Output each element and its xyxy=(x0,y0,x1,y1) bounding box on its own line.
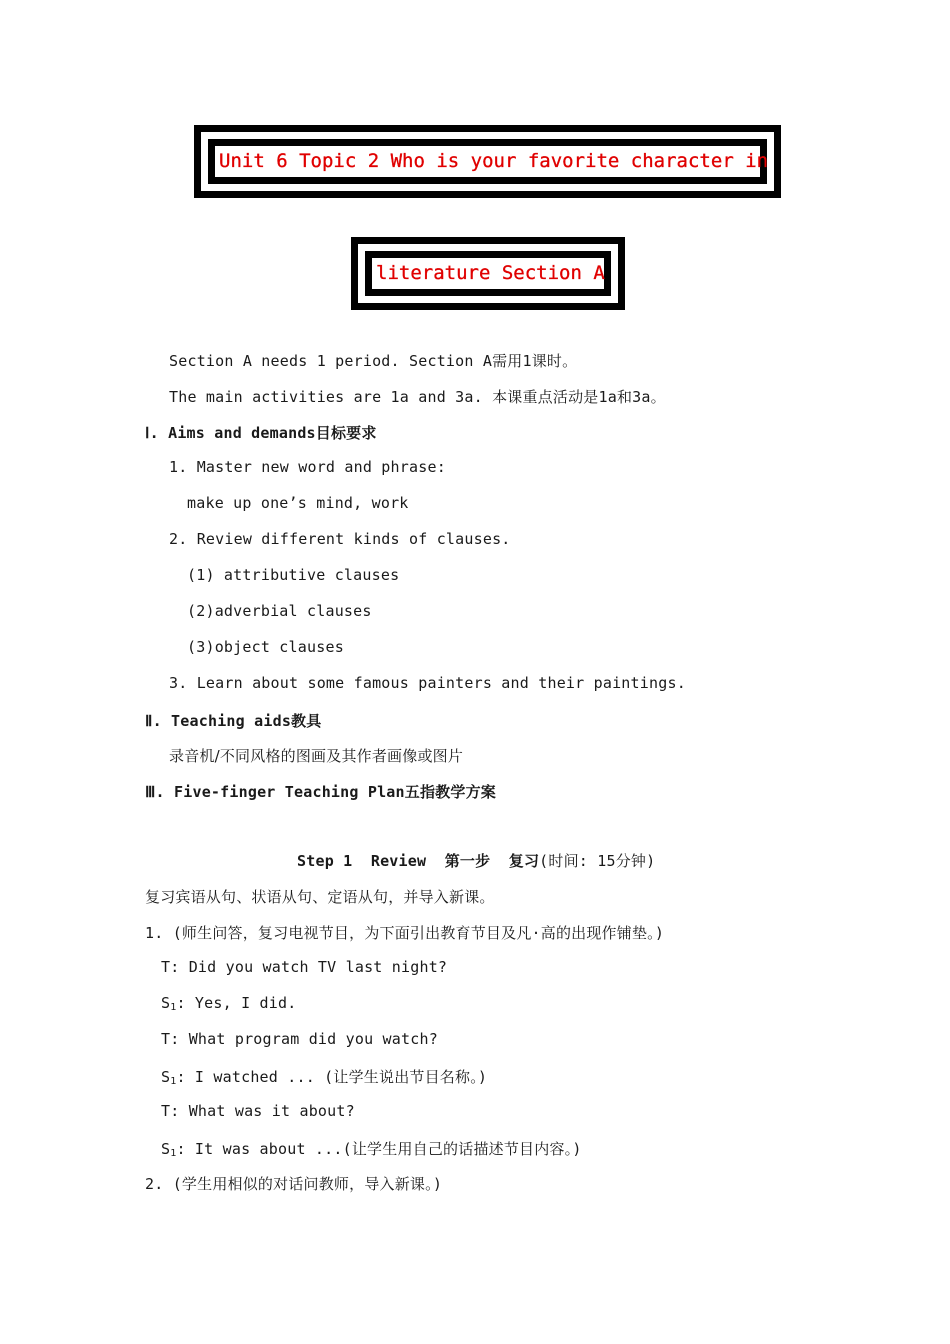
dialogue-line-2 xyxy=(161,994,296,1013)
section-3-heading: Ⅲ. Five-finger Teaching Plan五指教学方案 xyxy=(145,783,496,801)
step-1-label: Step 1 Review 第一步 复习 xyxy=(297,852,540,870)
speaker-4-subscript: 1 xyxy=(170,1076,177,1087)
section-2-heading: Ⅱ. Teaching aids教具 xyxy=(145,712,322,730)
speaker-5: T xyxy=(161,1102,171,1120)
step-1-heading xyxy=(297,850,655,871)
speaker-4: S xyxy=(161,1068,171,1086)
section-1-heading: Ⅰ. Aims and demands目标要求 xyxy=(145,424,377,442)
teaching-aids-content: 录音机/不同风格的图画及其作者画像或图片 xyxy=(169,747,464,765)
title-line-1: Unit 6 Topic 2 Who is your favorite character in xyxy=(219,150,769,172)
dialogue-text-1: : Did you watch TV last night? xyxy=(170,958,448,976)
dialogue-text-3: : What program did you watch? xyxy=(170,1030,438,1048)
speaker-1: T xyxy=(161,958,171,976)
dialogue-line-1 xyxy=(161,958,447,976)
dialogue-text-5: : What was it about? xyxy=(170,1102,355,1120)
intro-period: Section A needs 1 period. Section A需用1课时。 xyxy=(169,352,578,370)
dialogue-line-3 xyxy=(161,1030,438,1048)
speaker-2-subscript: 1 xyxy=(170,1002,177,1013)
dialogue-line-5 xyxy=(161,1102,355,1120)
title-line-2: literature Section A xyxy=(376,262,605,284)
aim-item-2: 2. Review different kinds of clauses. xyxy=(169,530,511,548)
intro-activities: The main activities are 1a and 3a. 本课重点活动是1a和3a。 xyxy=(169,388,666,406)
dialogue-text-4: : I watched ... (让学生说出节目名称。) xyxy=(176,1068,488,1086)
aim-item-2c: (3)object clauses xyxy=(187,638,344,656)
step-1-intro: 复习宾语从句、状语从句、定语从句，并导入新课。 xyxy=(145,888,495,906)
dialogue-text-2: : Yes, I did. xyxy=(176,994,297,1012)
speaker-6: S xyxy=(161,1140,171,1158)
aim-item-3: 3. Learn about some famous painters and their paintings. xyxy=(169,674,686,692)
aim-item-2b: (2)adverbial clauses xyxy=(187,602,372,620)
speaker-2: S xyxy=(161,994,171,1012)
step-1-time: (时间: 15分钟) xyxy=(539,852,656,870)
dialogue-text-6: : It was about ...(让学生用自己的话描述节目内容。) xyxy=(176,1140,582,1158)
aim-item-1-detail: make up one’s mind, work xyxy=(187,494,409,512)
dialogue-line-6 xyxy=(161,1138,582,1159)
dialogue-line-4 xyxy=(161,1066,487,1087)
aim-item-2a: (1) attributive clauses xyxy=(187,566,400,584)
speaker-6-subscript: 1 xyxy=(170,1148,177,1159)
step-1-item-1: 1. (师生问答，复习电视节目，为下面引出教育节目及凡·高的出现作铺垫。) xyxy=(145,924,665,942)
aim-item-1: 1. Master new word and phrase: xyxy=(169,458,446,476)
speaker-3: T xyxy=(161,1030,171,1048)
step-1-item-2: 2. (学生用相似的对话问教师，导入新课。) xyxy=(145,1175,443,1193)
